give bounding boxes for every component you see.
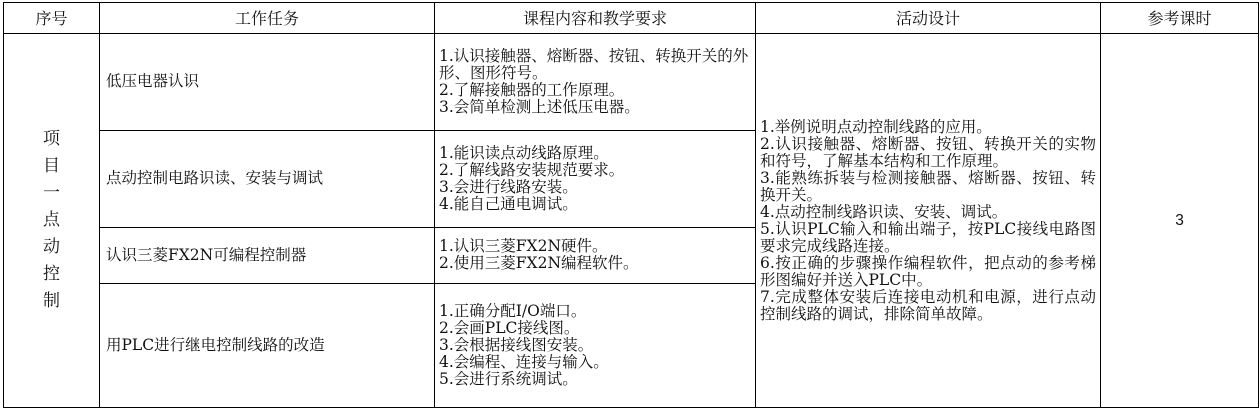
content-line: 4.会编程、连接与输入。 — [439, 352, 609, 371]
content-cell — [435, 227, 756, 283]
task-cell: 认识三菱FX2N可编程控制器 — [100, 227, 435, 283]
activity-line: 3.能熟练拆装与检测接触器、熔断器、按钮、转换开关。 — [760, 168, 1096, 204]
activity-line: 1.举例说明点动控制线路的应用。 — [760, 117, 992, 136]
curriculum-table — [3, 2, 1259, 408]
project-serial-cell — [4, 34, 100, 408]
hours-cell: 3 — [1101, 34, 1259, 408]
content-cell — [435, 130, 756, 227]
content-line: 5.会进行系统调试。 — [439, 369, 578, 388]
activity-line: 6.按正确的步骤操作编程软件，把点动的参考梯形图编好并送入PLC中。 — [760, 253, 1096, 289]
header-hours: 参考课时 — [1101, 3, 1259, 34]
content-cell — [435, 34, 756, 131]
task-cell: 用PLC进行继电控制线路的改造 — [100, 283, 435, 407]
content-line: 2.使用三菱FX2N编程软件。 — [439, 254, 639, 273]
project-serial-text: 项目一点动控制 — [42, 129, 60, 311]
content-line: 2.了解线路安装规范要求。 — [439, 160, 625, 179]
content-line: 4.能自己通电调试。 — [439, 194, 578, 213]
content-line: 2.了解接触器的工作原理。 — [439, 80, 625, 99]
header-content: 课程内容和教学要求 — [435, 3, 756, 34]
activity-line: 7.完成整体安装后连接电动机和电源，进行点动控制线路的调试，排除简单故障。 — [760, 287, 1096, 323]
content-line: 2.会画PLC接线图。 — [439, 318, 580, 337]
activity-cell — [756, 34, 1101, 408]
header-task: 工作任务 — [100, 3, 435, 34]
content-line: 3.会简单检测上述低压电器。 — [439, 97, 640, 116]
activity-line: 4.点动控制线路识读、安装、调试。 — [760, 202, 1008, 221]
header-serial: 序号 — [4, 3, 100, 34]
content-cell — [435, 283, 756, 407]
activity-line: 5.认识PLC输入和输出端子，按PLC接线电路图要求完成线路连接。 — [760, 219, 1096, 255]
activity-line: 2.认识接触器、熔断器、按钮、转换开关的实物和符号，了解基本结构和工作原理。 — [760, 134, 1096, 170]
content-line: 3.会进行线路安装。 — [439, 177, 578, 196]
header-activity: 活动设计 — [756, 3, 1101, 34]
content-line: 1.正确分配I/O端口。 — [439, 301, 587, 320]
content-line: 1.认识三菱FX2N硬件。 — [439, 237, 608, 256]
header-row — [4, 3, 1259, 34]
content-line: 3.会根据接线图安装。 — [439, 335, 594, 354]
content-line: 1.认识接触器、熔断器、按钮、转换开关的外形、图形符号。 — [439, 46, 749, 82]
task-cell: 低压电器认识 — [100, 34, 435, 131]
content-line: 1.能识读点动线路原理。 — [439, 143, 609, 162]
task-cell: 点动控制电路识读、安装与调试 — [100, 130, 435, 227]
table-row — [4, 34, 1259, 131]
